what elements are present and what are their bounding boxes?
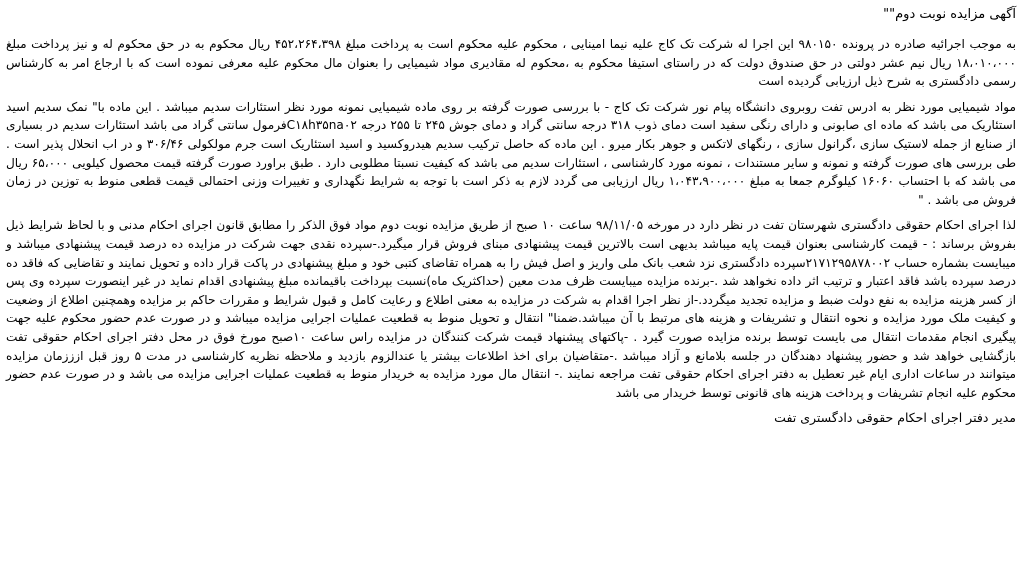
signature: مدیر دفتر اجرای احکام حقوقی دادگستری تفت	[774, 410, 1016, 426]
notice-title: آگهی مزایده نوبت دوم""	[883, 7, 1016, 22]
auction-notice	[6, 6, 1016, 568]
auction-terms-paragraph: لذا اجرای احکام حقوقی دادگستری شهرستان تفت در نظر دارد در مورخه ۹۸/۱۱/۰۵ ساعت ۱۰ صبح از طریق مزایده نوبت دوم مواد فوق الذکر را مطابق قانون اجرای احکام مدنی و با لحاظ شرایط ذیل بفروش برساند : - قیمت کارشناسی بعنوان قیمت پایه میباشد بدیهی است بالاترین قیمت پیشنهادی مبنای فروش قرار میگیرد.-سپرده نقدی جهت شرکت در مزایده ده درصد قیمت پیشنهادی میباشد و میبایست بشماره حساب ۲۱۷۱۲۹۵۸۷۸۰۰۲سپرده دادگستری نزد شعب بانک ملی واریز و اصل فیش را به همراه تقاضای کتبی خود و مبلغ پیشنهادی در پاکت قرار داده و تحویل نمایند و تقاضایی که فاقد ده درصد سپرده باشد فاقد اعتبار و ترتیب اثر داده نخواهد شد .-برنده مزایده میبایست ظرف مدت معین (حداکثریک ماه)نسبت بپرداخت باقیمانده مبلغ پیشنهادی اقدام نماید در غیر اینصورت سپرده وی پس از کسر هزینه مزایده به نفع دولت ضبط و مزایده تجدید میگردد.-از نظر اجرا اقدام به شرکت در مزایده به معنی اطلاع و رعایت کامل و قبول شرایط و مقررات حاکم بر مزایده وهمچنین اطلاع از وضعیت و کیفیت ملک مورد مزایده و نحوه انتقال و تشریفات و هزینه های مرتبط با آن میباشد.ضمنا" انتقال و تحویل منوط به قطعیت عملیات اجرایی مزایده میباشد و در صورت عدم حضور محکوم علیه جهت پیگیری انجام مقدمات انتقال می بایست توسط برنده مزایده صورت گیرد . -پاکتهای پیشنهاد قیمت شرکت کنندگان در مزایده راس ساعت ۱۰صبح مورخ فوق در محل دفتر اجرای احکام حقوقی تفت بازگشایی خواهد شد و حضور پیشنهاد دهندگان در جلسه بلامانع و آزاد میباشد .-متقاضیان برای اخذ اطلاعات بیشتر یا عندالزوم بازدید و ملاحظه نظریه کارشناسی در مدت ۵ روز قبل ازززمان مزایده میتوانند در ساعات اداری ایام غیر تعطیل به دفتر اجرای احکام حقوقی تفت مراجعه نمایند .- انتقال مال مورد مزایده به خریدار منوط به قطعیت عملیات اجرایی مزایده می باشد و در صورت عدم حضور محکوم علیه انجام تشریفات و پرداخت هزینه های قانونی توسط خریدار می باشد	[6, 218, 1017, 400]
appraisal-paragraph: مواد شیمیایی مورد نظر به ادرس تفت روبروی دانشگاه پیام نور شرکت تک کاج - با بررسی صورت گرفته بر روی ماده شیمیایی نمونه مورد نظر استئارات سدیم میباشد . این ماده با" نمک سدیم اسید استئاریک می باشد که ماده ای صابونی و دارای رنگی سفید است دمای ذوب ۳۱۸ درجه سانتی گراد و دمای جوش ۲۴۵ تا ۲۵۵ درجه C۱۸h۳۵na۰۲فرمول سانتی گراد می باشد استئارات سدیم در بسیاری از صنایع از جمله لاستیک سازی ،گرانول سازی ، رنگهای لاتکس و جوهر بکار میرو . این ماده که حاصل ترکیب سدیم هیدروکسید و اسید استئاریک است جرم مولکولی ۳۰۶/۴۶ و در اب انحلال پذیر است . طی بررسی های صورت گرفته و نمونه و سایر مستندات ، نمونه مورد کارشناسی ، استئارات سدیم می باشد که کیفیت نسبتا مطلوبی دارد . طبق براورد صورت گرفته قیمت محصول کیلویی ۶۵،۰۰۰ ریال می باشد که با احتساب ۱۶۰۶۰ کیلوگرم جمعا به مبلغ ۱،۰۴۳،۹۰۰،۰۰۰ ریال ارزیابی می گردد لازم به ذکر است با توجه به شرایط نگهداری و تغییرات وزنی احتمالی قیمت قطعی منوط به توزین در زمان فروش می باشد . "	[6, 99, 1017, 207]
judgment-paragraph: به موجب اجرائیه صادره در پرونده ۹۸۰۱۵۰ این اجرا له شرکت تک کاج علیه نیما امینایی ، محکوم علیه محکوم است به پرداخت مبلغ ۴۵۲،۲۶۴،۳۹۸ ریال محکوم به در حق محکوم له و نیز پرداخت مبلغ ۱۸،۰۱۰،۰۰۰ ریال نیم عشر دولتی در حق صندوق دولت که در راستای استیفا محکوم به ،محکوم له مقادیری مواد شیمیایی را بعنوان مال محکوم علیه معرفی نموده است که با ارجاع امر به کارشناس رسمی دادگستری به شرح ذیل ارزیابی گردیده است	[6, 37, 1017, 89]
